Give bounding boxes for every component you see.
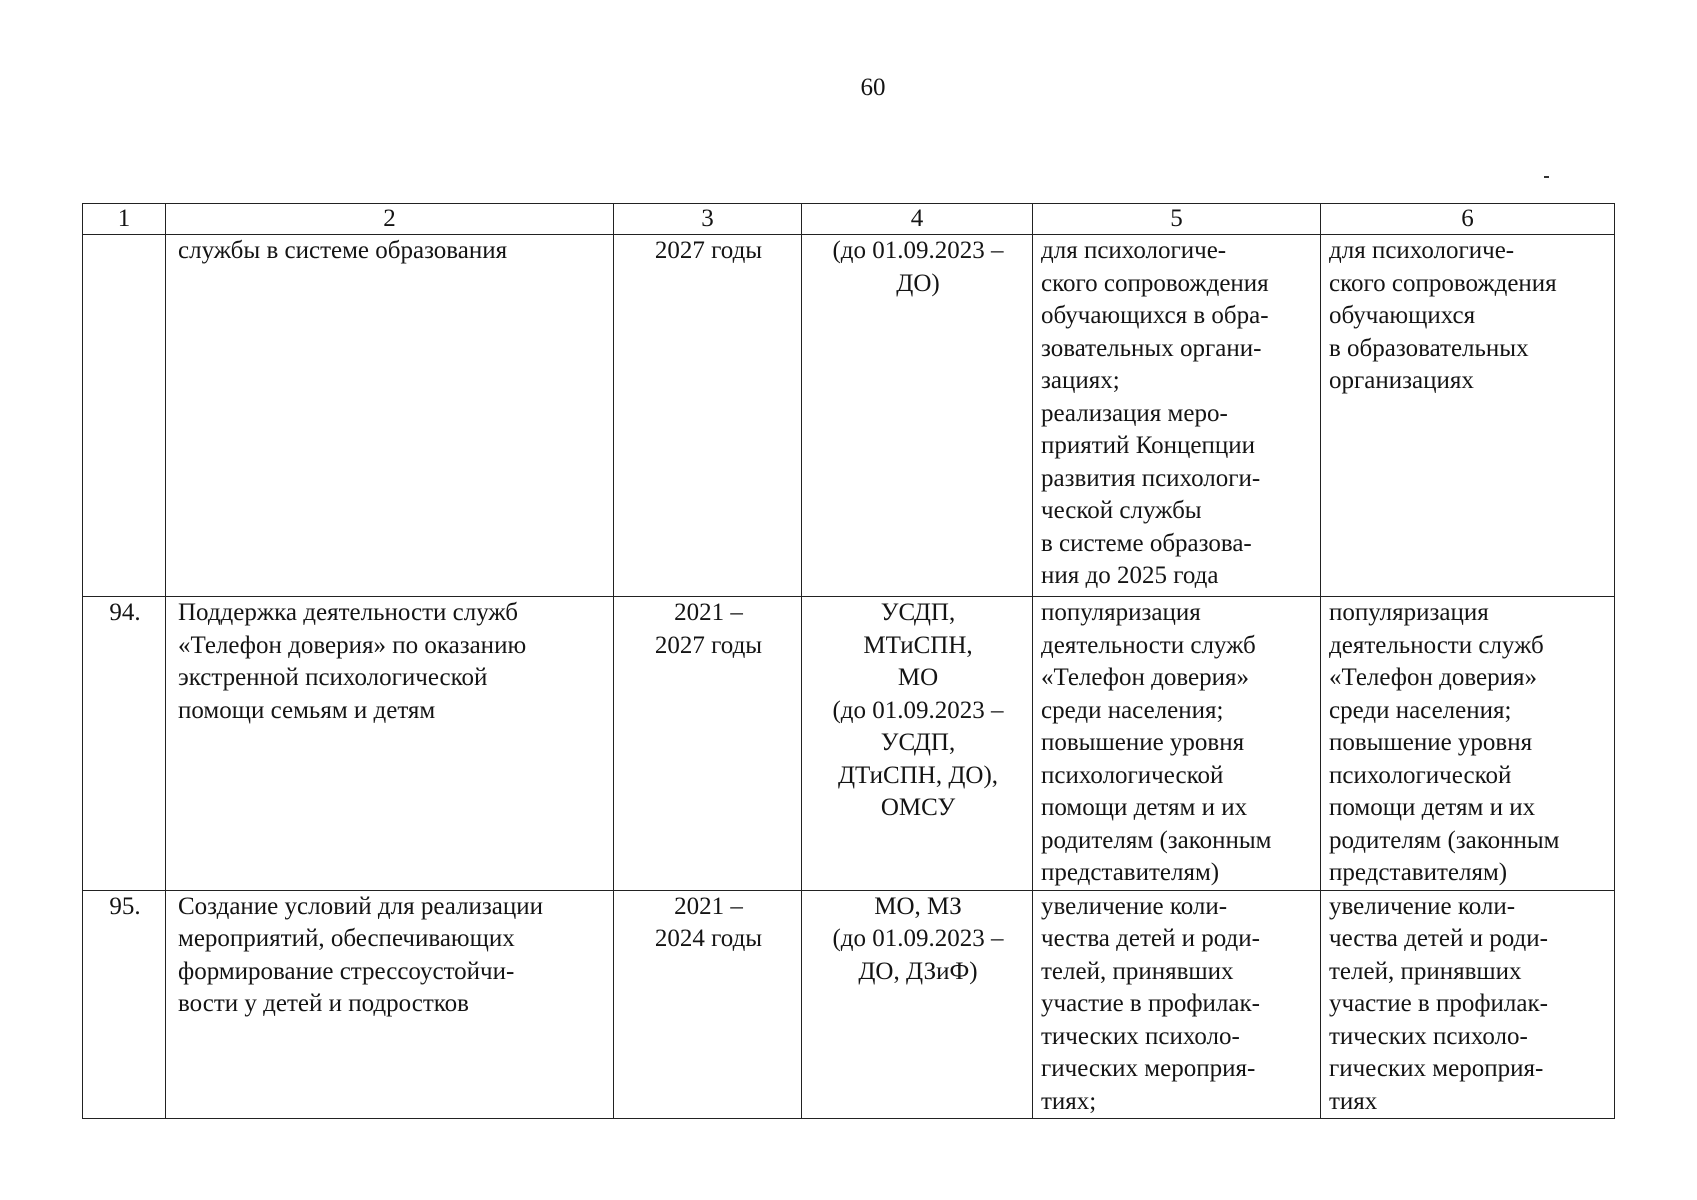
cell-line: чества детей и роди- bbox=[1329, 925, 1548, 952]
cell-line: родителям (законным bbox=[1041, 826, 1272, 854]
table-row bbox=[83, 597, 1615, 891]
cell-line: (до 01.09.2023 – bbox=[832, 237, 1004, 264]
cell-line: приятий Концепции bbox=[1041, 432, 1255, 459]
cell-line: мероприятий, обеспечивающих bbox=[178, 925, 515, 952]
cell-line: 2021 – bbox=[674, 599, 743, 626]
cell-line: гических мероприя- bbox=[1041, 1055, 1256, 1082]
cell-line: участие в профилак- bbox=[1041, 990, 1260, 1017]
cell-line: среди населения; bbox=[1329, 696, 1512, 724]
cell-line: службы в системе образования bbox=[178, 237, 508, 264]
cell-line: увеличение коли- bbox=[1329, 892, 1516, 920]
cell-line: ОМСУ bbox=[880, 794, 956, 821]
cell-line: представителям) bbox=[1329, 859, 1508, 886]
cell-line: ДО) bbox=[896, 269, 940, 297]
cell-line: «Телефон доверия» bbox=[1329, 664, 1537, 691]
period-cell bbox=[614, 890, 802, 1119]
scan-speck bbox=[1544, 176, 1549, 178]
executors-cell bbox=[802, 597, 1033, 891]
cell-line: для психологиче- bbox=[1041, 237, 1227, 264]
cell-line: в системе образова- bbox=[1041, 529, 1252, 557]
cell-line: зовательных органи- bbox=[1041, 334, 1262, 362]
cell-line: 2021 – bbox=[674, 892, 743, 920]
cell-line: телей, принявших bbox=[1041, 957, 1234, 985]
page-number: 60 bbox=[860, 74, 886, 101]
cell-line: среди населения; bbox=[1041, 696, 1224, 724]
indicator-cell bbox=[1321, 597, 1615, 891]
cell-line: для психологиче- bbox=[1329, 237, 1515, 264]
cell-line: представителям) bbox=[1041, 859, 1220, 886]
header-col-2: 2 bbox=[166, 204, 614, 235]
cell-line: участие в профилак- bbox=[1329, 990, 1548, 1017]
indicator-cell bbox=[1321, 890, 1615, 1119]
result-cell bbox=[1033, 235, 1321, 597]
cell-line: популяризация bbox=[1041, 599, 1201, 626]
row-number: 94. bbox=[83, 597, 166, 891]
cell-line: формирование стрессоустойчи- bbox=[178, 957, 515, 985]
cell-line: ского сопровождения bbox=[1041, 269, 1269, 297]
indicator-cell bbox=[1321, 235, 1615, 597]
cell-line: тиях; bbox=[1041, 1087, 1097, 1115]
cell-line: психологической bbox=[1041, 761, 1224, 789]
cell-line: чества детей и роди- bbox=[1041, 925, 1260, 952]
cell-line: деятельности служб bbox=[1329, 631, 1544, 659]
row-number: 95. bbox=[83, 890, 166, 1119]
cell-line: вости у детей и подростков bbox=[178, 990, 469, 1017]
row-number bbox=[83, 235, 166, 597]
cell-line: «Телефон доверия» bbox=[1041, 664, 1249, 691]
cell-line: реализация меро- bbox=[1041, 399, 1228, 427]
cell-line: в образовательных bbox=[1329, 334, 1529, 362]
cell-line: ния до 2025 года bbox=[1041, 562, 1219, 589]
cell-line: ческой службы bbox=[1041, 497, 1202, 524]
cell-line: 2027 годы bbox=[654, 237, 763, 264]
cell-line: Поддержка деятельности служб bbox=[178, 599, 519, 626]
cell-line: деятельности служб bbox=[1041, 631, 1256, 659]
activity-cell bbox=[166, 597, 614, 891]
cell-line: увеличение коли- bbox=[1041, 892, 1228, 920]
cell-line: УСДП, bbox=[880, 599, 956, 626]
cell-line: экстренной психологической bbox=[178, 664, 488, 691]
cell-line: (до 01.09.2023 – bbox=[832, 696, 1004, 724]
header-col-5: 5 bbox=[1033, 204, 1321, 235]
cell-line: гических мероприя- bbox=[1329, 1055, 1544, 1082]
plan-table bbox=[82, 203, 1615, 1119]
cell-line: ДО, ДЗиФ) bbox=[858, 957, 978, 985]
cell-line: помощи семьям и детям bbox=[178, 696, 436, 724]
cell-line: Создание условий для реализации bbox=[178, 892, 544, 920]
cell-line: (до 01.09.2023 – bbox=[832, 925, 1004, 952]
cell-line: УСДП, bbox=[880, 729, 956, 756]
cell-line: ДТиСПН, ДО), bbox=[837, 761, 999, 789]
cell-line: 2027 годы bbox=[654, 631, 763, 659]
cell-line: помощи детям и их bbox=[1329, 794, 1536, 821]
cell-line: «Телефон доверия» по оказанию bbox=[178, 631, 527, 659]
header-col-4: 4 bbox=[802, 204, 1033, 235]
cell-line: МТиСПН, bbox=[863, 631, 973, 659]
table-row bbox=[83, 890, 1615, 1119]
cell-line: организациях bbox=[1329, 367, 1474, 394]
cell-line: 2024 годы bbox=[654, 925, 763, 952]
cell-line: повышение уровня bbox=[1041, 729, 1245, 756]
cell-line: МО, МЗ bbox=[874, 892, 962, 920]
cell-line: обучающихся bbox=[1329, 302, 1476, 329]
table-row bbox=[83, 235, 1615, 597]
cell-line: обучающихся в обра- bbox=[1041, 302, 1269, 329]
cell-line: ского сопровождения bbox=[1329, 269, 1557, 297]
table-header-row bbox=[83, 204, 1615, 235]
executors-cell bbox=[802, 890, 1033, 1119]
activity-cell bbox=[166, 235, 614, 597]
result-cell bbox=[1033, 597, 1321, 891]
header-col-1: 1 bbox=[83, 204, 166, 235]
header-col-6: 6 bbox=[1321, 204, 1615, 235]
cell-line: МО bbox=[897, 664, 939, 691]
executors-cell bbox=[802, 235, 1033, 597]
result-cell bbox=[1033, 890, 1321, 1119]
cell-line: зациях; bbox=[1041, 367, 1120, 394]
header-col-3: 3 bbox=[614, 204, 802, 235]
period-cell bbox=[614, 235, 802, 597]
activity-cell bbox=[166, 890, 614, 1119]
period-cell bbox=[614, 597, 802, 891]
cell-line: телей, принявших bbox=[1329, 957, 1522, 985]
cell-line: тических психоло- bbox=[1329, 1022, 1528, 1050]
cell-line: повышение уровня bbox=[1329, 729, 1533, 756]
cell-line: популяризация bbox=[1329, 599, 1489, 626]
cell-line: развития психологи- bbox=[1041, 464, 1261, 492]
cell-line: помощи детям и их bbox=[1041, 794, 1248, 821]
cell-line: тических психоло- bbox=[1041, 1022, 1240, 1050]
cell-line: родителям (законным bbox=[1329, 826, 1560, 854]
cell-line: тиях bbox=[1329, 1087, 1378, 1115]
cell-line: психологической bbox=[1329, 761, 1512, 789]
